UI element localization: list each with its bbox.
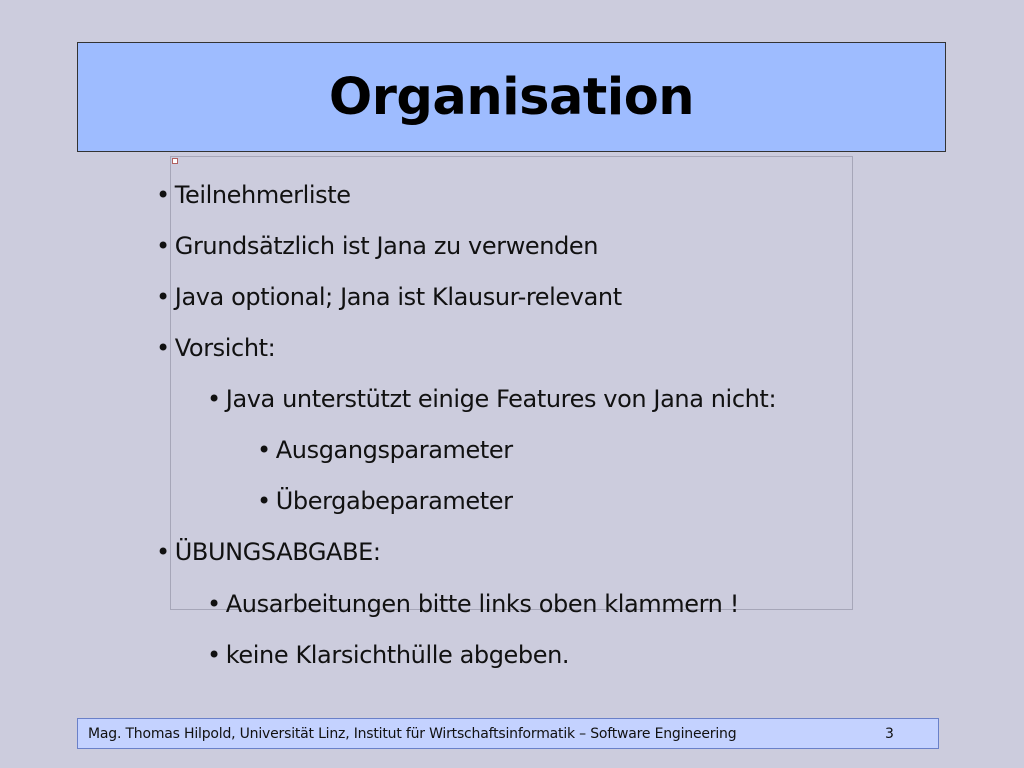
bullet-marker: • [156, 538, 170, 566]
footer-text: Mag. Thomas Hilpold, Universität Linz, Institut für Wirtschaftsinformatik – Software Engineering [88, 726, 737, 742]
bullet-marker: • [156, 232, 170, 260]
bullet-item [156, 538, 381, 566]
bullet-item [207, 641, 569, 669]
bullet-text: Teilnehmerliste [174, 181, 351, 209]
bullet-marker: • [156, 334, 170, 362]
bullet-text: Übergabeparameter [275, 487, 513, 515]
bullet-marker: • [257, 487, 271, 515]
bullet-item [156, 334, 275, 362]
bullet-marker: • [207, 385, 221, 413]
bullet-marker: • [207, 641, 221, 669]
bullet-marker: • [207, 590, 221, 618]
bullet-text: keine Klarsichthülle abgeben. [225, 641, 570, 669]
bullet-text: Java optional; Jana ist Klausur-relevant [174, 283, 622, 311]
bullet-text: Ausgangsparameter [275, 436, 513, 464]
bullet-text: Grundsätzlich ist Jana zu verwenden [174, 232, 599, 260]
bullet-text: Ausarbeitungen bitte links oben klammern ! [225, 590, 739, 618]
bullet-marker: • [257, 436, 271, 464]
bullet-item [207, 590, 739, 618]
bullet-item [156, 181, 351, 209]
bullet-text: Java unterstützt einige Features von Jana nicht: [225, 385, 777, 413]
bullet-item [156, 283, 622, 311]
bullet-item [257, 436, 513, 464]
bullet-item [257, 487, 513, 515]
bullet-marker: • [156, 181, 170, 209]
bullet-item [207, 385, 776, 413]
bullet-text: ÜBUNGSABGABE: [174, 538, 381, 566]
bullet-item [156, 232, 598, 260]
slide-footer [77, 718, 939, 749]
bullet-marker: • [156, 283, 170, 311]
page-number: 3 [885, 726, 894, 742]
bullet-text: Vorsicht: [174, 334, 276, 362]
slide-title: Organisation [328, 67, 695, 127]
